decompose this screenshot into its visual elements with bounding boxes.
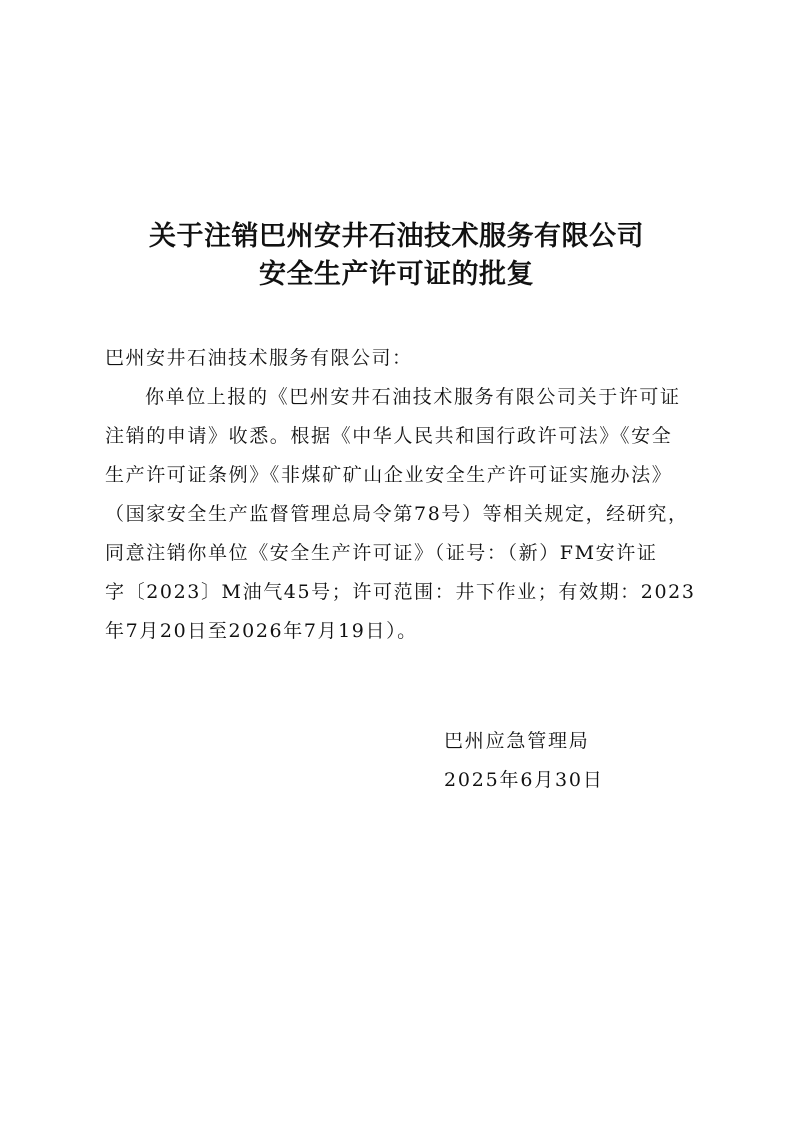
document-title-line-2: 安全生产许可证的批复 (259, 259, 534, 290)
salutation: 巴州安井石油技术服务有限公司： (105, 347, 413, 369)
body-line-3: 生产许可证条例》《非煤矿矿山企业安全生产许可证实施办法》 (105, 464, 673, 486)
body-line-2: 注销的申请》收悉。根据《中华人民共和国行政许可法》《安全 (105, 425, 673, 447)
body-line-7: 年7月20日至2026年7月19日）。 (105, 620, 418, 642)
document-title-line-1: 关于注销巴州安井石油技术服务有限公司 (149, 221, 644, 252)
signature-organization: 巴州应急管理局 (444, 730, 590, 752)
body-line-1: 你单位上报的《巴州安井石油技术服务有限公司关于许可证 (145, 386, 681, 408)
body-line-5: 同意注销你单位《安全生产许可证》（证号：（新）FM安许证 (105, 542, 658, 564)
body-line-6: 字〔2023〕M油气45号；许可范围：井下作业；有效期：2023 (105, 581, 696, 603)
signature-date: 2025年6月30日 (444, 769, 604, 791)
body-line-4: （国家安全生产监督管理总局令第78号）等相关规定，经研究， (105, 503, 689, 525)
